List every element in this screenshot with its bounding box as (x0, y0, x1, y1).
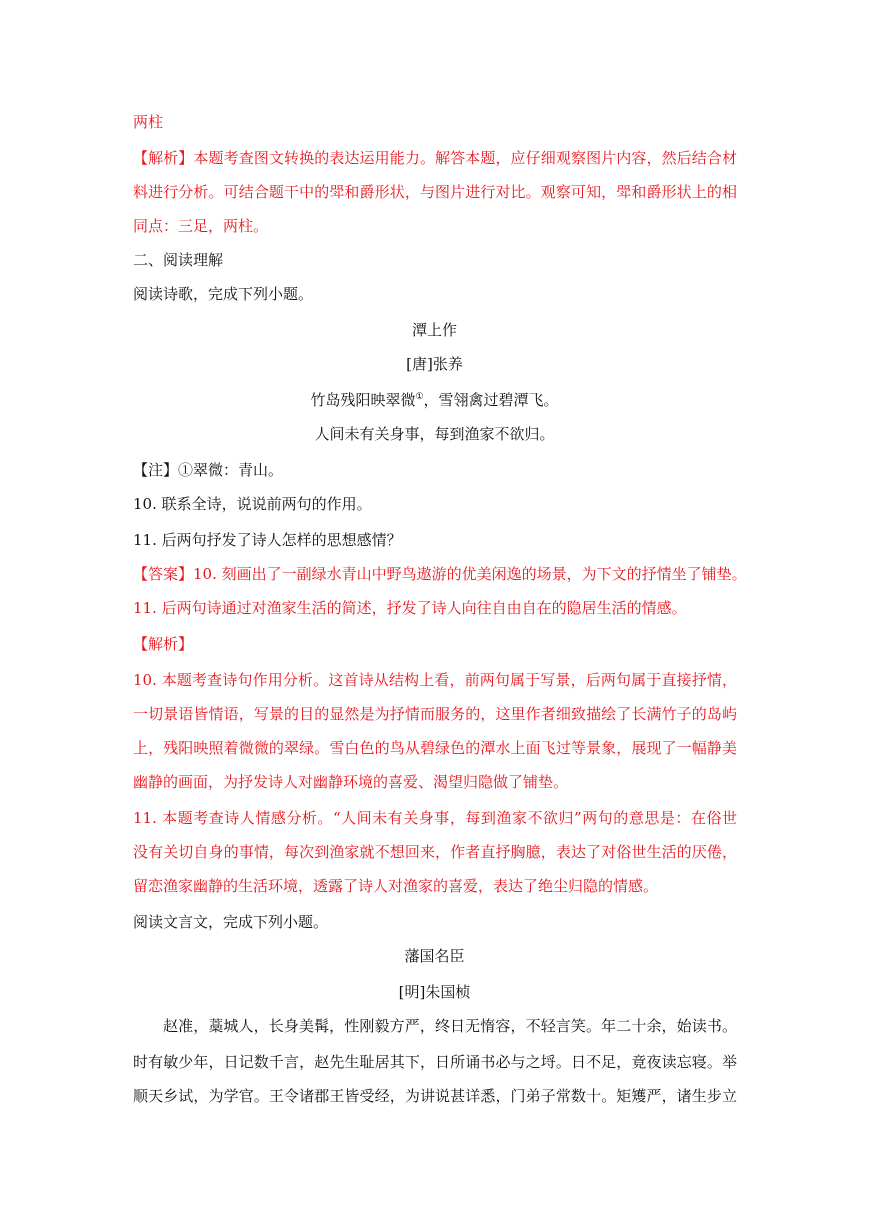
analysis-10-line-1: 10. 本题考查诗句作用分析。这首诗从结构上看，前两句属于写景，后两句属于直接抒情， (133, 671, 737, 689)
analysis-11-line-3: 留恋渔家幽静的生活环境，透露了诗人对渔家的喜爱，表达了绝尘归隐的情感。 (133, 877, 659, 895)
question-11: 11. 后两句抒发了诗人怎样的思想感情？ (133, 531, 402, 549)
analysis-1-line-2: 料进行分析。可结合题干中的斝和爵形状，与图片进行对比。观察可知，斝和爵形状上的相 (133, 183, 737, 201)
poem-line-1-part-b: ，雪翎禽过碧潭飞。 (423, 391, 559, 409)
section-heading: 二、阅读理解 (133, 251, 224, 269)
poem-instruction: 阅读诗歌，完成下列小题。 (133, 285, 314, 303)
poem-title: 潭上作 (411, 321, 457, 339)
analysis-1-line-3: 同点：三足，两柱。 (133, 217, 269, 235)
footnote-marker: ① (415, 392, 424, 402)
analysis-10-line-4: 幽静的画面，为抒发诗人对幽静环境的喜爱、渴望归隐做了铺垫。 (133, 773, 569, 791)
answer-tail-text: 两柱 (133, 113, 164, 131)
question-10: 10. 联系全诗，说说前两句的作用。 (133, 495, 372, 513)
classical-text-line-3: 顺天乡试，为学官。王令诸郡王皆受经，为讲说甚详悉，门弟子常数十。矩矱严，诸生步立 (133, 1087, 737, 1105)
analysis-11-line-1: 11. 本题考查诗人情感分析。“人间未有关身事，每到渔家不欲归”两句的意思是：在俗世 (133, 809, 737, 827)
classical-author: [明]朱国桢 (398, 983, 471, 1001)
classical-instruction: 阅读文言文，完成下列小题。 (133, 913, 329, 931)
poem-line-1-part-a: 竹岛残阳映翠微 (310, 391, 416, 409)
analysis-10-line-3: 上，残阳映照着微微的翠绿。雪白色的鸟从碧绿色的潭水上面飞过等景象，展现了一幅静美 (133, 739, 737, 757)
analysis-2-label: 【解析】 (133, 635, 194, 653)
poem-line-1 (0, 390, 869, 410)
analysis-11-line-2: 没有关切自身的事情，每次到渔家就不想回来，作者直抒胸臆，表达了对俗世生活的厌倦， (133, 843, 737, 861)
classical-text-line-1: 赵准，藁城人，长身美髯，性刚毅方严，终日无惰容，不轻言笑。年二十余，始读书。 (163, 1017, 737, 1035)
analysis-1-line-1: 【解析】本题考查图文转换的表达运用能力。解答本题，应仔细观察图片内容，然后结合材 (133, 149, 737, 167)
answer-11: 11. 后两句诗通过对渔家生活的简述，抒发了诗人向往自由自在的隐居生活的情感。 (133, 599, 687, 617)
classical-title: 藩国名臣 (404, 947, 465, 965)
answer-10: 【答案】10. 刻画出了一副绿水青山中野鸟遨游的优美闲逸的场景，为下文的抒情坐了铺垫。 (133, 565, 747, 583)
classical-text-line-2: 时有敏少年，日记数千言，赵先生耻居其下，日所诵书必与之埒。日不足，竟夜读忘寝。举 (133, 1053, 737, 1071)
poem-line-2: 人间未有关身事，每到渔家不欲归。 (314, 425, 555, 443)
poem-author: [唐]张养 (406, 355, 463, 373)
poem-note: 【注】①翠微：青山。 (133, 461, 284, 479)
analysis-10-line-2: 一切景语皆情语，写景的目的显然是为抒情而服务的，这里作者细致描绘了长满竹子的岛屿 (133, 705, 737, 723)
